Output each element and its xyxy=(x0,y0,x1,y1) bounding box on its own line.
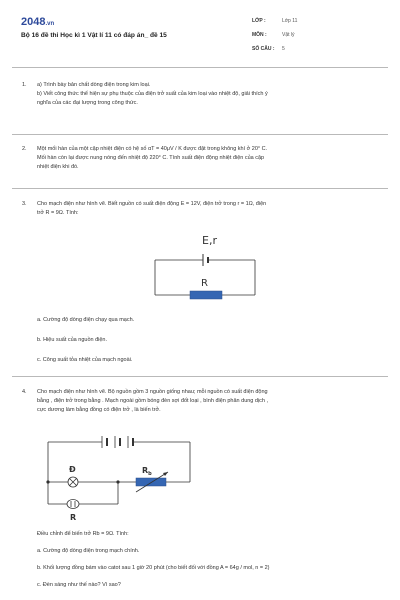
question-3-part-c: c. Công suất tỏa nhiệt của mạch ngoài. xyxy=(37,357,133,363)
meta-question-count: SỐ CÂU : 5 xyxy=(252,46,285,52)
question-4-part-c: c. Đèn sáng như thế nào? Vì sao? xyxy=(37,582,121,588)
document-header xyxy=(0,0,400,68)
divider-3 xyxy=(12,376,388,377)
question-1-part-b-line1: b) Viết công thức thể hiện sự phụ thuộc của điện trở suất của kim loại vào nhiệt độ, giải thích ý xyxy=(37,91,268,97)
resistor xyxy=(190,291,222,299)
meta-subject: MÔN : Vật lý xyxy=(252,32,295,38)
question-3-line2: trở R = 9Ω. Tính: xyxy=(37,210,79,216)
source-label: E,r xyxy=(202,234,217,247)
page-title: Bộ 16 đề thi Học kì 1 Vật lí 11 có đáp án_ đề 15 xyxy=(21,32,167,39)
rheostat xyxy=(136,478,166,486)
lamp-label: Đ xyxy=(69,465,76,474)
divider-1 xyxy=(12,134,388,135)
question-4-line4: Điều chỉnh để biến trở Rb = 9Ω. Tính: xyxy=(37,531,129,537)
rheostat-arrowhead xyxy=(163,472,168,476)
question-2-line1: Một mối hàn của một cặp nhiệt điện có hệ số αT = 40μV / K được đặt trong không khí ở 20° C. xyxy=(37,146,268,152)
question-3-part-b: b. Hiệu suất của nguồn điện. xyxy=(37,337,108,343)
meta-class: LỚP : Lớp 11 xyxy=(252,18,298,24)
question-4-line1: Cho mạch điện như hình vẽ. Bộ nguồn gồm 3 nguồn giống nhau; mỗi nguồn có suất điện động xyxy=(37,389,268,395)
question-3-line1: Cho mạch điện như hình vẽ. Biết nguồn có suất điện động E = 12V, điện trở trong r = 1Ω, điện xyxy=(37,201,267,207)
resistor-label-2: R xyxy=(70,513,77,522)
question-1-part-a: a) Trình bày bản chất dòng điện trong kim loại. xyxy=(37,82,151,88)
circuit-diagram-1 xyxy=(150,232,270,312)
electrolytic-cell-icon xyxy=(67,500,79,509)
header-divider xyxy=(12,67,388,68)
question-2-line2: Mối hàn còn lại được nung nóng đến nhiệt độ 220° C. Tính suất điện động nhiệt điện của cặp xyxy=(37,155,265,161)
question-3-part-a: a. Cường độ dòng điện chạy qua mạch. xyxy=(37,317,135,323)
question-4-part-a: a. Cường độ dòng điện trong mạch chính. xyxy=(37,548,140,554)
rheostat-label: $R_b$ xyxy=(142,466,152,477)
question-4-part-b: b. Khối lượng đồng bám vào catot sau 1 giờ 20 phút (cho biết đối với đồng A = 64g / mol, n = 2) xyxy=(37,565,270,571)
question-4-line3: cực dương làm bằng đồng có điện trở , là biến trở. xyxy=(37,407,161,413)
divider-2 xyxy=(12,188,388,189)
question-2-line3: nhiệt điện khi đó. xyxy=(37,164,79,170)
circuit-diagram-2 xyxy=(40,432,200,522)
site-logo[interactable]: 2048.vn xyxy=(21,16,55,28)
resistor-label: R xyxy=(201,278,208,289)
question-4-line2: bằng , điện trở trong bằng . Mạch ngoài gồm bóng đèn sợi đốt loại , bình điện phân dung dịch , xyxy=(37,398,269,404)
question-1-part-b-line2: nghĩa của các đại lượng trong công thức. xyxy=(37,100,138,106)
